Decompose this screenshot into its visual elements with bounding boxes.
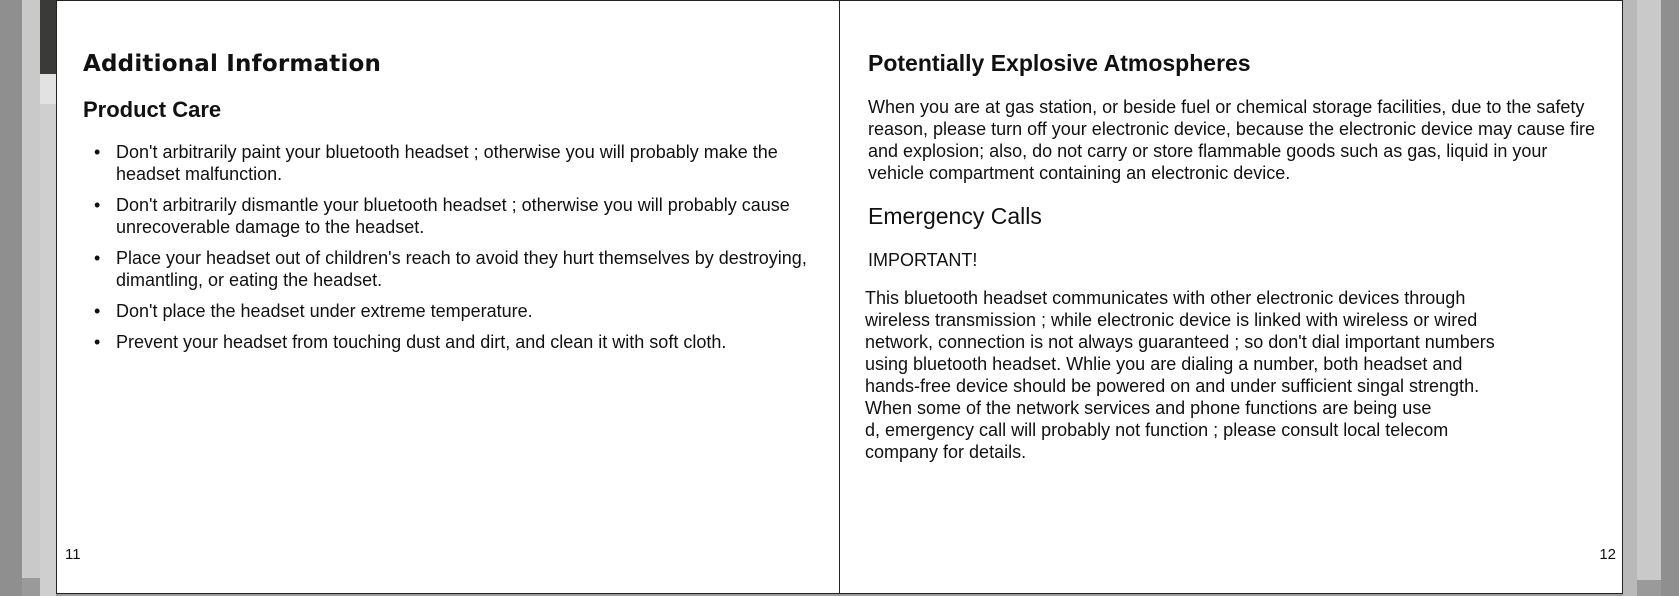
page-number: 12 xyxy=(1599,546,1616,563)
text-line: When some of the network services and phone functions are being use xyxy=(865,398,1432,418)
subsection-title: Product Care xyxy=(83,97,222,122)
section-title: Potentially Explosive Atmospheres xyxy=(868,50,1251,76)
section-title: Additional Information xyxy=(83,51,382,77)
list-item: • Place your headset out of children's reach to avoid they hurt themselves by destroying, dimantling, or eating the headset. xyxy=(90,247,810,291)
right-edge-strip xyxy=(1661,0,1679,596)
page-number: 11 xyxy=(65,546,81,563)
text-line: using bluetooth headset. Whlie you are dialing a number, both headset and xyxy=(865,354,1463,374)
list-item: • Don't arbitrarily paint your bluetooth headset ; otherwise you will probably make the headset malfunction. xyxy=(90,141,810,185)
list-item: • Don't place the headset under extreme temperature. xyxy=(90,300,810,322)
left-edge-strip xyxy=(22,0,40,578)
text-line: This bluetooth headset communicates with other electronic devices through xyxy=(865,288,1466,308)
left-page xyxy=(56,0,840,594)
right-edge-strip xyxy=(1623,0,1637,596)
right-page xyxy=(839,0,1623,594)
explosive-paragraph: When you are at gas station, or beside fuel or chemical storage facilities, due to the safety reason, please turn off your electronic device, because the electronic device may cause fire and explosion; also, do not carry or store flammable goods such as gas, liquid in your vehicle compartment containing an electronic device. xyxy=(868,97,1596,183)
left-edge-tab xyxy=(40,0,56,74)
right-edge-strip xyxy=(1637,0,1661,580)
text-line: d, emergency call will probably not function ; please consult local telecom xyxy=(865,420,1449,440)
text-line: wireless transmission ; while electronic device is linked with wireless or wired xyxy=(865,310,1478,330)
emergency-title: Emergency Calls xyxy=(868,203,1042,229)
list-item: • Don't arbitrarily dismantle your bluetooth headset ; otherwise you will probably cause unrecoverable damage to the headset. xyxy=(90,194,810,238)
text-line: company for details. xyxy=(865,442,1027,462)
product-care-list xyxy=(90,141,810,362)
text-line: hands-free device should be powered on and under sufficient singal strength. xyxy=(865,376,1480,396)
emergency-paragraph xyxy=(865,287,1565,463)
list-item: • Prevent your headset from touching dust and dirt, and clean it with soft cloth. xyxy=(90,331,810,353)
important-label: IMPORTANT! xyxy=(868,250,978,270)
text-line: network, connection is not always guaranteed ; so don't dial important numbers xyxy=(865,332,1495,352)
left-edge-strip xyxy=(40,74,56,104)
left-edge-strip xyxy=(0,0,22,596)
